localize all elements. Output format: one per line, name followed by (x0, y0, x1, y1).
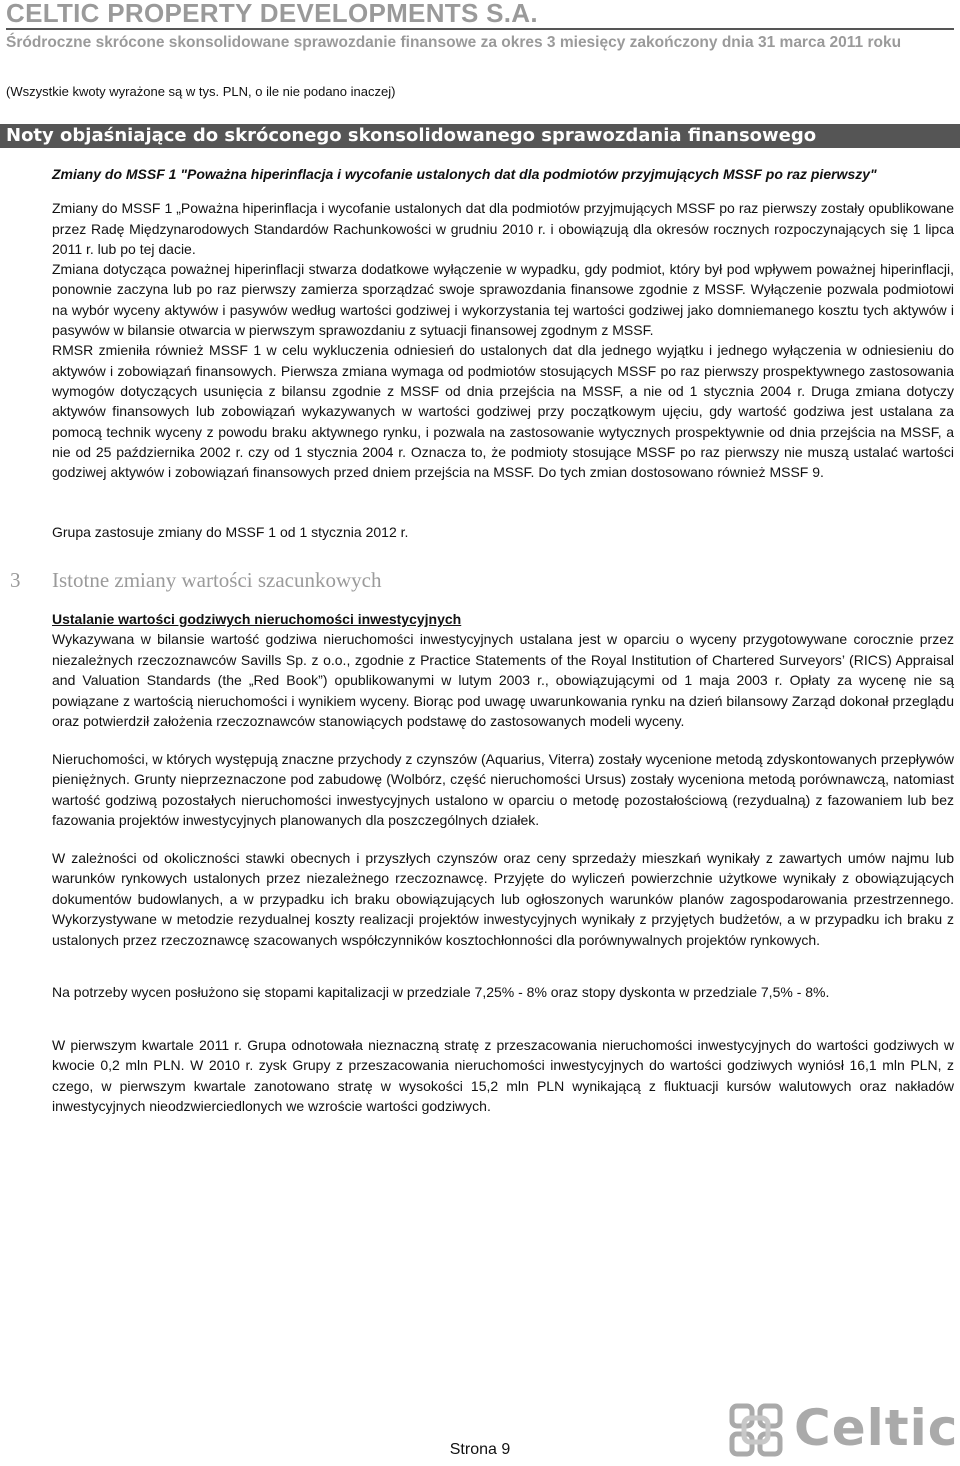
section-paragraph: Na potrzeby wycen posłużono się stopami kapitalizacji w przedziale 7,25% - 8% oraz stopy dyskonta w przedziale 7,5% - 8%. (52, 984, 830, 1001)
ifrs1-paragraph: Zmiana dotycząca poważnej hiperinflacji stwarza dodatkowe wyłączenie w wypadku, gdy podmiot, który był pod wpływem poważnej hiperinflacji, ponownie zaczyna lub po raz pierwszy zamierza sporządzać swoje sprawozdania finansowe zgodnie z MSSF. Wyłączenie pozwala podmiotowi na wybór wyceny aktywów i pasywów według wartości godziwej i wykorzystania tej wartości godziwej jako domniemanego kosztu tych aktywów i pasywów w bilansie otwarcia w pierwszym sprawozdaniu z sytuacji finansowej zgodnym z MSSF. (52, 261, 954, 339)
header-divider (6, 28, 954, 30)
group-statement: Grupa zastosuje zmiany do MSSF 1 od 1 stycznia 2012 r. (52, 524, 409, 541)
section-title: Istotne zmiany wartości szacunkowych (52, 567, 382, 592)
ifrs1-paragraph: RMSR zmieniła również MSSF 1 w celu wykluczenia odniesień do ustalonych dat dla jednego wyjątku i jednego wyłączenia w odniesieniu do aktywów i zobowiązań finansowych. Pierwsza zmiana wymaga od podmiotów stosujących MSSF po raz pierwszy prospektywnego zastosowania wymogów dotyczących usunięcia z bilansu zgodnie z MSSF od dnia przejścia na MSSF, a nie od 1 stycznia 2004 r. Druga zmiana dotyczy aktywów finansowych lub zobowiązań wykazywanych w wartości godziwej przy początkowym ujęciu, gdy wartość godziwa jest ustalana za pomocą technik wyceny z powodu braku aktywnego rynku, i pozwala na zastosowanie wytycznych prospektywnie od dnia przejścia na MSSF, a nie od 25 października 2002 r. czy od 1 stycznia 2004 r. Oznacza to, że podmioty stosujące MSSF po raz pierwszy nie muszą ustalać wartości godziwej aktywów i zobowiązań finansowych przed dniem przejścia na MSSF. Do tych zmian dostosowano również MSSF 9. (52, 342, 954, 481)
section-subheading: Ustalanie wartości godziwych nieruchomości inwestycyjnych (52, 610, 462, 627)
ifrs1-amendment-block (52, 164, 954, 482)
document-body (10, 164, 954, 1117)
page-number: Strona 9 (449, 1441, 511, 1458)
spacer (52, 482, 954, 522)
section-paragraph: W pierwszym kwartale 2011 r. Grupa odnotowała nieznaczną stratę z przeszacowania nieruchomości inwestycyjnych do wartości godziwych w kwocie 0,2 mln PLN. W 2010 r. zysk Grupy z przeszacowania nieruchomości inwestycyjnych do wartości godziwych wyniósł 16,1 mln PLN, z czego, w pierwszym kwartale zanotowano stratę w wysokości 15,2 mln PLN wynikającą z fluktuacji kursów walutowych oraz nakładów inwestycyjnych nieodzwierciedlonych we wzroście wartości godziwych. (52, 1036, 954, 1115)
section-paragraph: Nieruchomości, w których występują znaczne przychody z czynszów (Aquarius, Viterra) zostały wycenione metodą zdyskontowanych przepływów pieniężnych. Grunty nieprzeznaczone pod zabudowę (Wolbórz, część nieruchomości Ursus) zostały wyceniona metodą porównawczą, natomiast wartość godziwą pozostałych nieruchomości inwestycyjnych ustalono w oparciu o metodę pozostałościową (rezydualną) z fazowaniem lub bez fazowania projektów inwestycyjnych planowanych dla poszczególnych działek. (52, 750, 954, 829)
logo-wordmark: Celtic (794, 1399, 959, 1457)
ifrs1-paragraph: Zmiany do MSSF 1 „Poważna hiperinflacja i wycofanie ustalonych dat dla podmiotów przyjmujących MSSF po raz pierwszy zostały opublikowane przez Radę Międzynarodowych Standardów Rachunkowości w grudniu 2010 r. i obowiązują dla okresów rocznych rozpoczynających się 1 lipca 2011 r. lub po tej dacie. (52, 200, 954, 257)
report-subtitle: Śródroczne skrócone skonsolidowane sprawozdanie finansowe za okres 3 miesięcy zakończony dnia 31 marca 2011 roku (6, 34, 902, 51)
section-heading (10, 565, 954, 595)
ifrs1-heading: Zmiany do MSSF 1 "Poważna hiperinflacja i wycofanie ustalonych dat dla podmiotów przyjmujących MSSF po raz pierwszy" (52, 166, 877, 182)
notes-title-bar (0, 124, 960, 148)
company-name: CELTIC PROPERTY DEVELOPMENTS S.A. (6, 0, 538, 28)
section-number: 3 (10, 567, 21, 592)
amounts-note: (Wszystkie kwoty wyrażone są w tys. PLN, o ile nie podano inaczej) (6, 84, 396, 99)
section-paragraph: W zależności od okoliczności stawki obecnych i przyszłych czynszów oraz ceny sprzedaży mieszkań wynikały z zawartych umów najmu lub warunków rynkowych ustalonych przez niezależnego rzeczoznawcę. Przyjęte do wyliczeń powierzchnie użytkowe wynikały z obowiązujących dokumentów budowlanych, a w przypadku ich braku obowiązujących lub ogłoszonych warunków planów zagospodarowania przestrzennego. Wykorzystywane w metodzie rezydualnej koszty realizacji projektów inwestycyjnych wynikały z przyjętych budżetów, a w przypadku ich braku z ustalonych przez rzeczoznawcę szacowanych współczynników kosztochłonności dla porównywalnych projektów rynkowych. (52, 849, 954, 948)
notes-title: Noty objaśniające do skróconego skonsolidowanego sprawozdania finansowego (6, 125, 817, 146)
section-paragraph: Wykazywana w bilansie wartość godziwa nieruchomości inwestycyjnych ustalana jest w oparciu o wyceny przygotowywane corocznie przez niezależnych rzeczoznawców Savills Sp. z o.o., zgodnie z Practice Statements of the Royal Institution of Chartered Surveyors’ (RICS) Appraisal and Valuation Standards (the „Red Book”) opublikowanymi w lutym 2003 r., obowiązującymi od 1 maja 2003 r. Opłaty za wycenę nie są powiązane z wartością nieruchomości i wynikiem wyceny. Biorąc pod uwagę uwarunkowania rynku na dzień bilansowy Zarząd dokonał przeglądu oraz potwierdził założenia rzeczoznawców stanowiących podstawę do zastosowanych modeli wyceny. (52, 631, 954, 730)
